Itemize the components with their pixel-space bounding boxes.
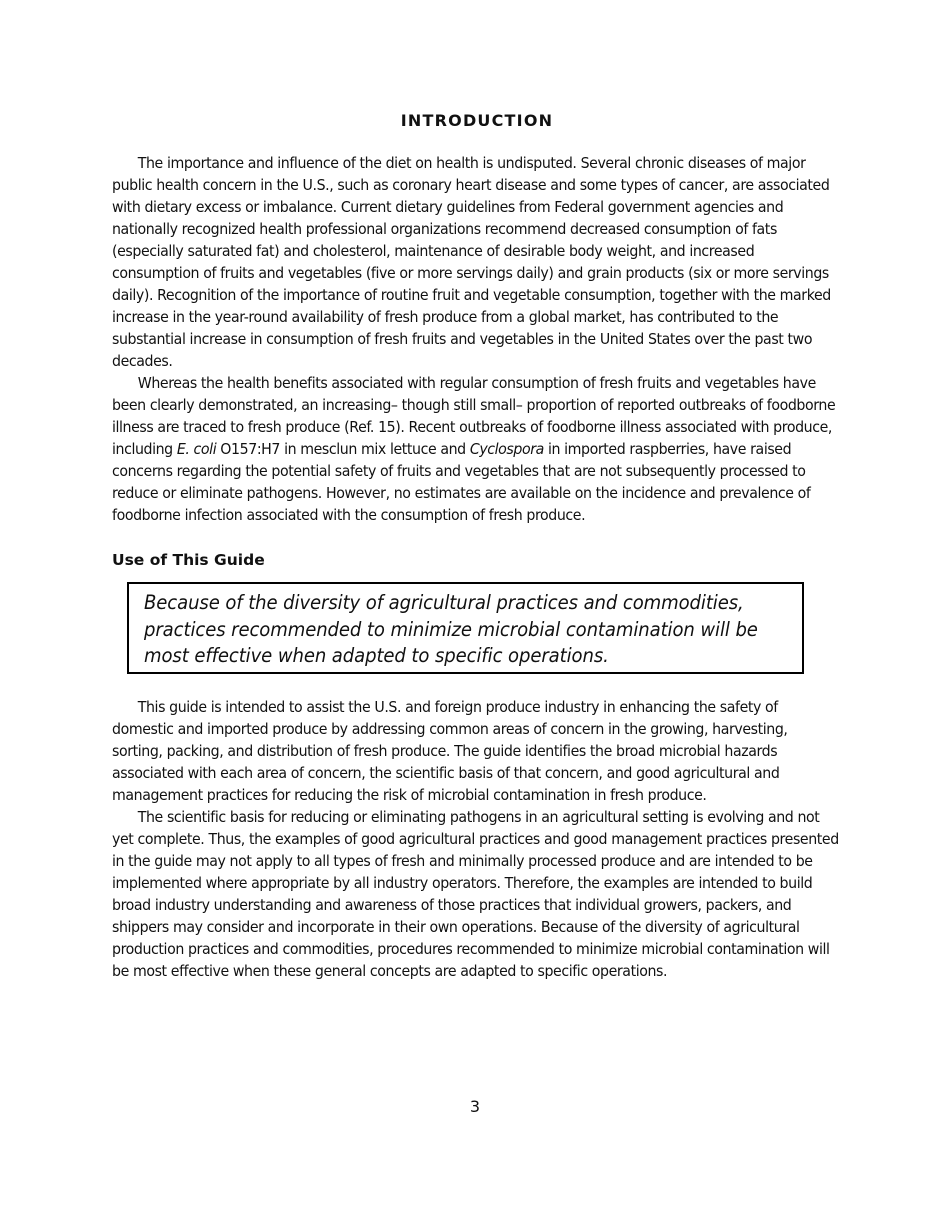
pathogen-name-cyclospora: Cyclospora [469,440,544,458]
intro-paragraph-2 [112,372,842,526]
section-title: Use of This Guide [112,551,265,569]
intro-paragraph-2-text-b: O157:H7 in mesclun mix lettuce and [216,440,470,458]
guide-paragraph-1: This guide is intended to assist the U.S. and foreign produce industry in enhancing the safety of domestic and imported produce by addressing common areas of concern in the growing, harvesting, sorting, packing, and distribution of fresh produce. The guide identifies the broad microbial hazards associated with each area of concern, the scientific basis of that concern, and good agricultural and management practices for reducing the risk of microbial contamination in fresh produce. [112,698,788,804]
intro-paragraph-2-text-c: in imported raspberries, have raised concerns regarding the potential safety of fruits and vegetables that are not subsequently processed to reduce or eliminate pathogens. However, no estimates are available on the incidence and prevalence of foodborne infection associated with the consumption of fresh produce. [112,440,811,524]
guide-paragraph-2: The scientific basis for reducing or eliminating pathogens in an agricultural setting is evolving and not yet complete. Thus, the examples of good agricultural practices and good management practices presented in the guide may not apply to all types of fresh and minimally processed produce and are intended to be implemented where appropriate by all industry operators. Therefore, the examples are intended to build broad industry understanding and awareness of those practices that individual growers, packers, and shippers may consider and incorporate in their own operations. Because of the diversity of agricultural production practices and commodities, procedures recommended to minimize microbial contamination will be most effective when these general concepts are adapted to specific operations. [112,808,839,980]
callout-box [127,582,804,674]
spacer [112,674,842,696]
callout-text: Because of the diversity of agricultural practices and commodities, practices recommended to minimize microbial contamination will be most effective when adapted to specific operations. [144,591,758,667]
intro-paragraph-1: The importance and influence of the diet on health is undisputed. Several chronic diseases of major public health concern in the U.S., such as coronary heart disease and some types of cancer, are associated with dietary excess or imbalance. Current dietary guidelines from Federal government agencies and nationally recognized health professional organizations recommend decreased consumption of fats (especially saturated fat) and cholesterol, maintenance of desirable body weight, and increased consumption of fruits and vegetables (five or more servings daily) and grain products (six or more servings daily). Recognition of the importance of routine fruit and vegetable consumption, together with the marked increase in the year-round availability of fresh produce from a global market, has contributed to the substantial increase in consumption of fresh fruits and vegetables in the United States over the past two decades. [112,154,831,370]
page-number: 3 [469,1097,481,1116]
intro-paragraph-2-text-a: Whereas the health benefits associated with regular consumption of fresh fruits and vegetables have been clearly demonstrated, an increasing– though still small– proportion of reported outbreaks of foodborne illness are traced to fresh produce (Ref. 15). Recent outbreaks of foodborne illness associated with produce, including [112,374,836,458]
page-title: INTRODUCTION [400,111,554,130]
pathogen-name-ecoli: E. coli [176,440,217,458]
document-page [112,110,842,982]
